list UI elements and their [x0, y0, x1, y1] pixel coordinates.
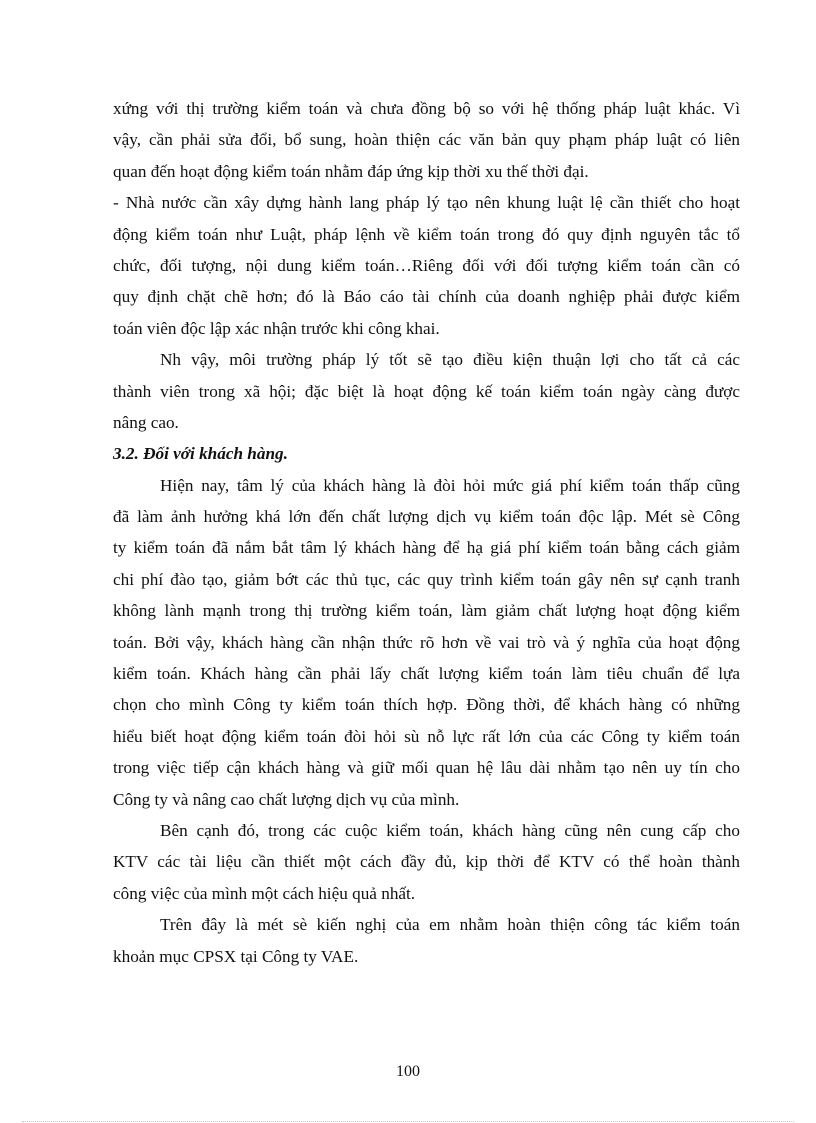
- text-line: nâng cao.: [113, 412, 179, 432]
- page-number: 100: [396, 1063, 420, 1080]
- text-line: chi phí đào tạo, giảm bớt các thủ tục, các quy trình kiểm toán gây nên sự cạnh tranh: [113, 569, 740, 589]
- page-bottom-divider: [22, 1121, 794, 1122]
- text-line: thành viên trong xã hội; đặc biệt là hoạt động kế toán kiểm toán ngày càng được: [113, 381, 740, 401]
- text-line: hiểu biết hoạt động kiểm toán đòi hỏi sù nỗ lực rất lớn của các Công ty kiểm toán: [113, 726, 740, 746]
- text-line: trong việc tiếp cận khách hàng và giữ mối quan hệ lâu dài nhằm tạo nên uy tín cho: [113, 758, 740, 778]
- text-line: Bên cạnh đó, trong các cuộc kiểm toán, khách hàng cũng nên cung cấp cho: [160, 820, 740, 840]
- text-line: xứng với thị trường kiểm toán và chưa đồng bộ so với hệ thống pháp luật khác. Vì: [113, 99, 740, 118]
- text-line: quan đến hoạt động kiểm toán nhằm đáp ứng kịp thời xu thế thời đại.: [113, 161, 589, 181]
- text-line: đã làm ảnh hưởng khá lớn đến chất lượng dịch vụ kiểm toán độc lập. Mét sè Công: [113, 507, 740, 527]
- text-line: toán. Bởi vậy, khách hàng cần nhận thức rõ hơn về vai trò và ý nghĩa của hoạt động: [113, 632, 740, 652]
- text-line: toán viên độc lập xác nhận trước khi công khai.: [113, 318, 440, 338]
- text-line: không lành mạnh trong thị trường kiểm toán, làm giảm chất lượng hoạt động kiểm: [113, 601, 740, 621]
- text-line: - Nhà nước cần xây dựng hành lang pháp lý tạo nên khung luật lệ cần thiết cho hoạt: [113, 193, 740, 213]
- text-line: quy định chặt chẽ hơn; đó là Báo cáo tài chính của doanh nghiệp phải được kiểm: [113, 287, 740, 307]
- text-line: Công ty và nâng cao chất lượng dịch vụ của mình.: [113, 789, 460, 809]
- text-line: Hiện nay, tâm lý của khách hàng là đòi hỏi mức giá phí kiểm toán thấp cũng: [160, 475, 740, 495]
- text-line: khoản mục CPSX tại Công ty VAE.: [113, 946, 359, 966]
- text-line: KTV các tài liệu cần thiết một cách đầy đủ, kịp thời để KTV có thể hoàn thành: [113, 852, 740, 872]
- text-line: động kiểm toán như Luật, pháp lệnh về kiểm toán trong đó quy định nguyên tắc tổ: [113, 224, 740, 244]
- text-line: Nh vậy, môi trường pháp lý tốt sẽ tạo điều kiện thuận lợi cho tất cả các: [160, 350, 740, 370]
- text-line: Trên đây là mét sè kiến nghị của em nhằm hoàn thiện công tác kiểm toán: [160, 915, 740, 935]
- body-text: [113, 93, 740, 972]
- text-line: ty kiểm toán đã nắm bắt tâm lý khách hàng để hạ giá phí kiểm toán bằng cách giảm: [113, 538, 740, 558]
- section-heading: 3.2. Đối với khách hàng.: [113, 444, 288, 464]
- text-line: chức, đối tượng, nội dung kiểm toán…Riêng đối với đối tượng kiểm toán cần có: [113, 255, 740, 275]
- text-line: vậy, cần phải sửa đổi, bổ sung, hoàn thiện các văn bản quy phạm pháp luật có liên: [113, 130, 740, 150]
- text-line: công việc của mình một cách hiệu quả nhất.: [113, 883, 416, 903]
- text-line: kiểm toán. Khách hàng cần phải lấy chất lượng kiểm toán làm tiêu chuẩn để lựa: [113, 664, 740, 684]
- text-line: chọn cho mình Công ty kiểm toán thích hợp. Đồng thời, để khách hàng có những: [113, 695, 740, 715]
